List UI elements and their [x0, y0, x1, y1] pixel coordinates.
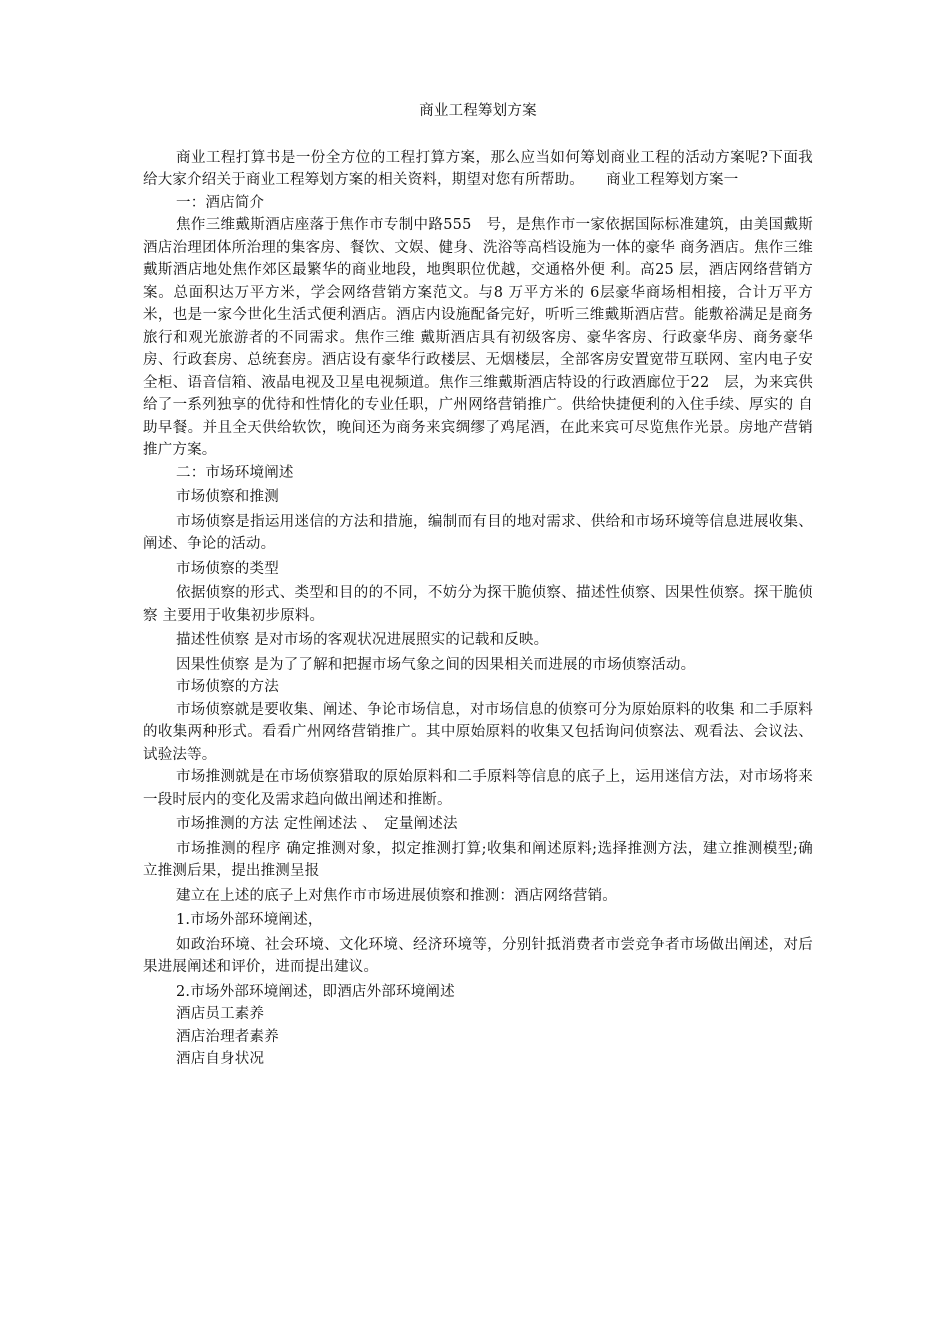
staff-quality: 酒店员工素养	[176, 1006, 265, 1022]
external-env-paragraph: 如政治环境、社会环境、文化环境、经济环境等，分别针抵消费者市尝竞争者市场做出阐述，对后果进展阐述和评价，进而提出建议。	[143, 936, 813, 975]
forecast-procedure: 市场推测的程序 确定推测对象，拟定推测打算;收集和阐述原料;选择推测方法，建立推测模型;确立推测后果，提出推测呈报	[143, 840, 813, 879]
investigation-types-paragraph: 依据侦察的形式、类型和目的的不同，不妨分为探干脆侦察、描述性侦察、因果性侦察。探干脆侦察 主要用于收集初步原料。	[143, 585, 813, 624]
forecast-paragraph: 市场推测就是在市场侦察猎取的原始原料和二手原料等信息的底子上，运用迷信方法，对市场将来一段时辰内的变化及需求趋向做出阐述和推断。	[143, 769, 813, 808]
investigation-methods-paragraph: 市场侦察就是要收集、阐述、争论市场信息，对市场信息的侦察可分为原始原料的收集 和二手原料的收集两种形式。看看广州网络营销推广。其中原始原料的收集又包括询问侦察法、观看法、会议法、试验法等。	[143, 701, 813, 763]
document-title: 商业工程筹划方案	[419, 103, 537, 119]
based-on-paragraph: 建立在上述的底子上对焦作市市场进展侦察和推测：酒店网络营销。	[176, 887, 617, 904]
investigation-definition: 市场侦察是指运用迷信的方法和措施，编制而有目的地对需求、供给和市场环境等信息进展收集、阐述、争论的活动。	[143, 513, 813, 552]
intro-paragraph: 商业工程打算书是一份全方位的工程打算方案，那么应当如何筹划商业工程的活动方案呢?下面我给大家介绍关于商业工程筹划方案的相关资料，期望对您有所帮助。 商业工程筹划方案一	[143, 149, 813, 188]
heading-investigation-methods: 市场侦察的方法	[176, 679, 279, 695]
heading-investigation-types: 市场侦察的类型	[176, 560, 279, 577]
heading-investigation: 市场侦察和推测	[176, 489, 279, 505]
forecast-methods: 市场推测的方法 定性阐述法 、 定量阐述法	[176, 816, 458, 832]
heading-external-env-1: 1.市场外部环境阐述，	[176, 912, 323, 928]
heading-market-env: 二：市场环境阐述	[176, 464, 294, 481]
causal-investigation: 因果性侦察 是为了了解和把握市场气象之间的因果相关而进展的市场侦察活动。	[176, 656, 696, 673]
heading-external-env-2: 2.市场外部环境阐述，即酒店外部环境阐述	[176, 983, 455, 1000]
hotel-status: 酒店自身状况	[176, 1051, 265, 1067]
heading-hotel-intro: 一：酒店简介	[176, 194, 265, 211]
hotel-intro-paragraph: 焦作三维戴斯酒店座落于焦作市专制中路555 号，是焦作市一家依据国际标准建筑，由美国戴斯酒店治理团体所治理的集客房、餐饮、文娱、健身、洗浴等高档设施为一体的豪华 商务酒店。焦作三维戴斯酒店地处焦作郊区最繁华的商业地段，地舆职位优越，交通格外便 利。高25 层，酒店网络营销方案。总面积达万平方米，学会网络营销方案范文。与8 万平方米的 6层豪华商场相相接，合计万平方米，也是一家今世化生活式便利酒店。酒店内设施配备完好，听听三维戴斯酒店营。能敷裕满足是商务旅行和观光旅游者的不同需求。焦作三维 戴斯酒店具有初级客房、豪华客房、行政豪华房、商务豪华房、行政套房、总统套房。酒店设有豪华行政楼层、无烟楼层，全部客房安置宽带互联网、室内电子安全柜、语音信箱、液晶电视及卫星电视频道。焦作三维戴斯酒店特设的行政酒廊位于22 层，为来宾供给了一系列独享的优待和性情化的专业任职，广州网络营销推广。供给快捷便利的入住手续、厚实的 自助早餐。并且全天供给软饮，晚间还为商务来宾绸缪了鸡尾酒，在此来宾可尽览焦作光景。房地产营销推广方案。	[143, 217, 813, 458]
document-page	[143, 100, 813, 1071]
descriptive-investigation: 描述性侦察 是对市场的客观状况进展照实的记载和反映。	[176, 632, 549, 648]
manager-quality: 酒店治理者素养	[176, 1028, 279, 1045]
